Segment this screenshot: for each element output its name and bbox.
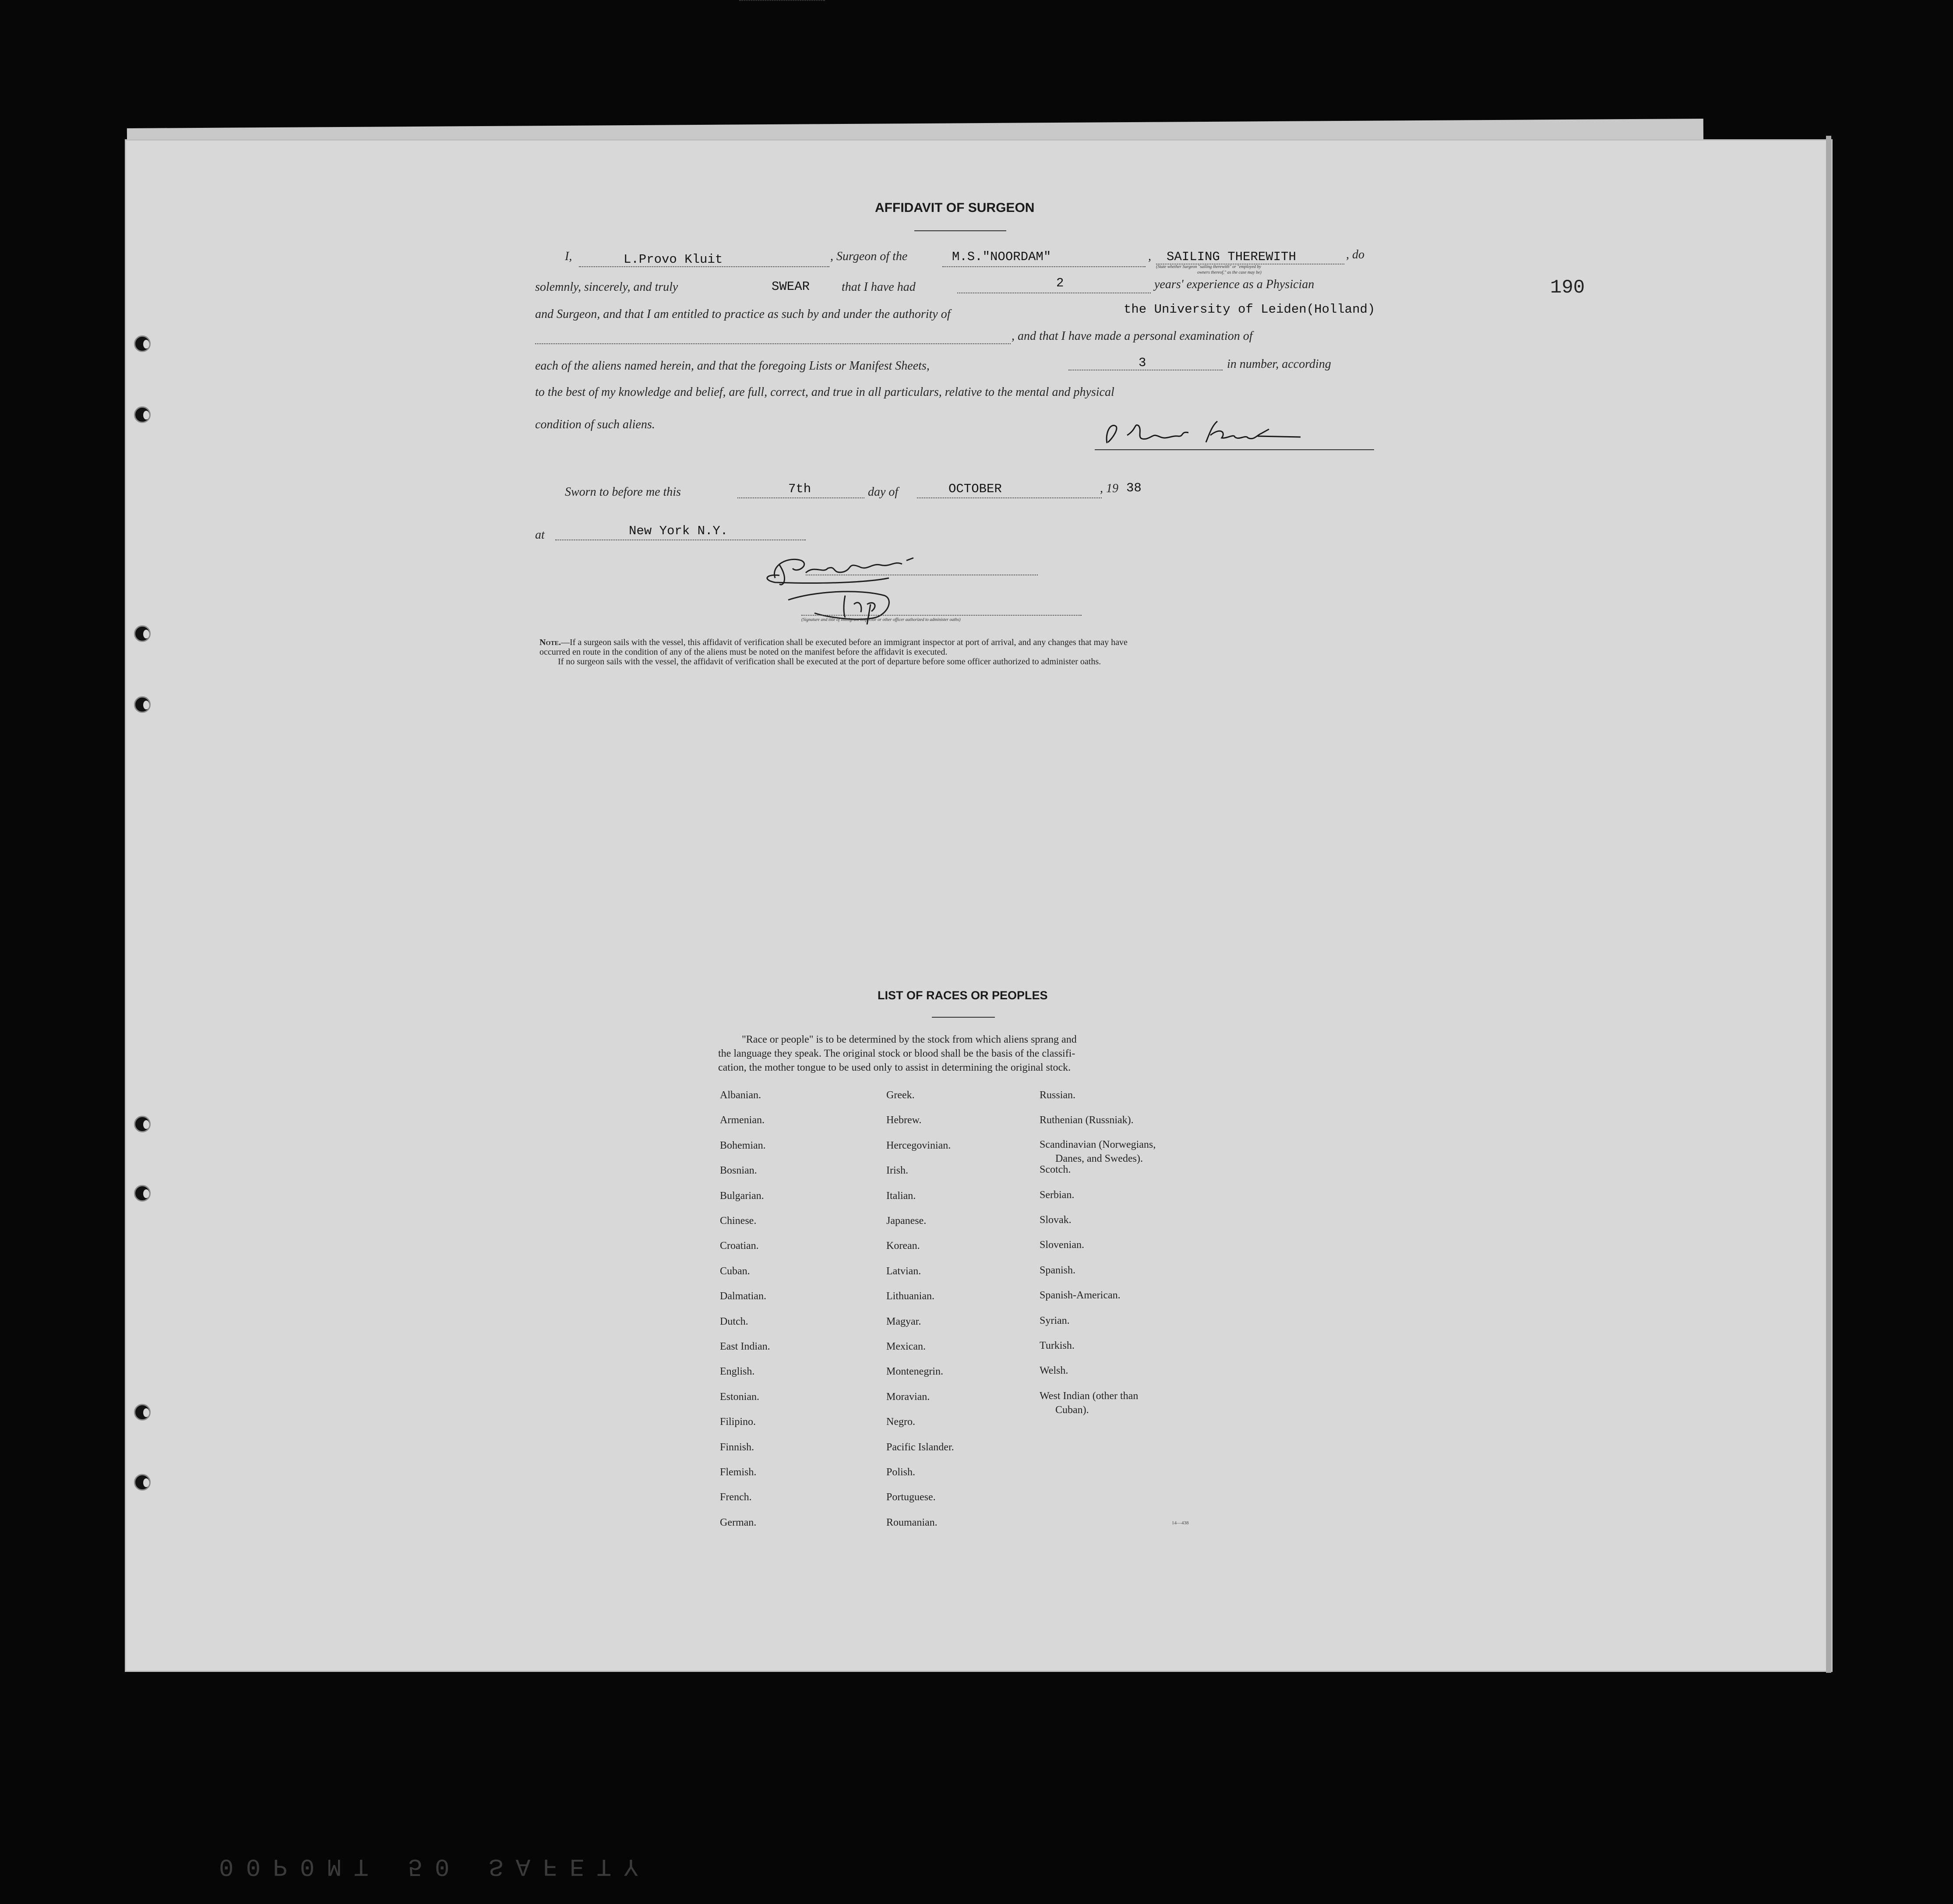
affidavit-note: [539, 638, 1128, 666]
authority-name: the University of Leiden(Holland): [1124, 302, 1375, 317]
intro-line-3: cation, the mother tongue to be used only to assist in determining the original stock.: [718, 1062, 1071, 1073]
race-item: Hercegovinian.: [886, 1140, 951, 1151]
race-item: French.: [720, 1491, 752, 1503]
race-item: Cuban.: [720, 1266, 750, 1277]
race-item: Polish.: [886, 1467, 916, 1478]
place-line: [555, 539, 806, 540]
month-line: [917, 497, 1102, 498]
race-item: Slovenian.: [1040, 1239, 1084, 1251]
experience-text: years' experience as a Physician: [1154, 278, 1315, 291]
affidavit-i: I,: [565, 250, 572, 263]
line1-comma: ,: [1148, 250, 1151, 263]
note-label: Note.: [539, 638, 561, 647]
binder-hole-1: [134, 335, 151, 352]
race-item: Ruthenian (Russniak).: [1040, 1114, 1134, 1126]
race-item: Irish.: [886, 1165, 908, 1176]
day-of-text: day of: [868, 485, 899, 499]
year-suffix: 38: [1126, 481, 1142, 495]
surgeon-of-label: , Surgeon of the: [830, 250, 908, 263]
note-line-3: If no surgeon sails with the vessel, the affidavit of verification shall be executed at the port of departure before some officer authorized to administer oaths.: [558, 657, 1101, 666]
race-item: Serbian.: [1040, 1189, 1075, 1201]
condition-text: condition of such aliens.: [535, 418, 655, 431]
at-label: at: [535, 528, 545, 542]
race-item: Turkish.: [1040, 1340, 1075, 1351]
race-item: Filipino.: [720, 1416, 756, 1428]
intro-line-2: the language they speak. The original stock or blood shall be the basis of the classifi-: [718, 1048, 1075, 1059]
race-item: Danes, and Swedes).: [1055, 1153, 1143, 1164]
race-item: Dutch.: [720, 1316, 748, 1327]
races-title-rule: [932, 1017, 995, 1018]
race-item: Spanish-American.: [1040, 1290, 1121, 1301]
authority-continuation-line: [535, 343, 1011, 344]
binder-hole-2: [134, 406, 151, 423]
document-page: [125, 139, 1833, 1672]
race-item: Latvian.: [886, 1266, 921, 1277]
in-number-text: in number, according: [1227, 357, 1331, 371]
race-item: Japanese.: [886, 1215, 927, 1227]
race-item: Syrian.: [1040, 1315, 1070, 1326]
sheet-count: 3: [1139, 356, 1146, 370]
race-item: Pacific Islander.: [886, 1442, 954, 1453]
sworn-text: Sworn to before me this: [565, 485, 681, 499]
that-i-have-had: that I have had: [842, 280, 916, 294]
examination-text: , and that I have made a personal examination of: [1012, 329, 1253, 343]
surgeon-signature-line: [1095, 449, 1374, 450]
sailing-hint-2: owners thereof," as the case may be): [1197, 270, 1262, 275]
binder-hole-6: [134, 1185, 151, 1202]
film-edge-print: 00P0MT 50 SAFETY: [219, 1852, 651, 1880]
binder-hole-5: [134, 1116, 151, 1132]
affidavit-title-rule: [914, 230, 1006, 231]
manifest-text: each of the aliens named herein, and that the foregoing Lists or Manifest Sheets,: [535, 359, 930, 373]
inspector-title-line: [801, 615, 1082, 616]
intro-line-1: "Race or people" is to be determined by the stock from which aliens sprang and: [742, 1034, 1077, 1045]
sworn-day: 7th: [788, 482, 811, 496]
races-title: LIST OF RACES OR PEOPLES: [878, 989, 1048, 1002]
surgeon-signature: [1095, 416, 1375, 451]
inspector-caption: (Signature and title of immigrant inspector or other officer authorized to administer oaths): [801, 617, 961, 622]
race-item: East Indian.: [720, 1341, 770, 1352]
do-label: , do: [1346, 248, 1364, 261]
race-item: Russian.: [1040, 1090, 1076, 1101]
form-code: 14—438: [1172, 1520, 1189, 1526]
film-bottom-margin: [0, 1760, 1953, 1904]
race-item: Lithuanian.: [886, 1290, 934, 1302]
inspector-signature: [762, 547, 1007, 626]
race-item: Bohemian.: [720, 1140, 766, 1151]
race-item: Bulgarian.: [720, 1190, 764, 1202]
vessel-name: M.S."NOORDAM": [952, 250, 1051, 264]
knowledge-text: to the best of my knowledge and belief, are full, correct, and true in all particulars, relative to the mental and physical: [535, 385, 1114, 399]
races-intro: [718, 1033, 1077, 1075]
race-item: Korean.: [886, 1240, 920, 1252]
authority-text: and Surgeon, and that I am entitled to practice as such by and under the authority of: [535, 307, 951, 321]
surgeon-name: L.Provo Kluit: [624, 252, 723, 267]
page-number: 190: [1550, 277, 1585, 299]
binder-hole-3: [134, 625, 151, 642]
day-line: [737, 497, 864, 498]
race-item: Italian.: [886, 1190, 916, 1202]
binder-hole-7: [134, 1404, 151, 1421]
sworn-month: OCTOBER: [948, 482, 1002, 496]
oath-word: SWEAR: [772, 279, 810, 294]
race-item: Armenian.: [720, 1114, 765, 1126]
note-line-1: —If a surgeon sails with the vessel, this affidavit of verification shall be executed before an immigrant inspector at port of arrival, and any changes that may have: [561, 638, 1128, 647]
affidavit-title: AFFIDAVIT OF SURGEON: [875, 201, 1035, 215]
sworn-place: New York N.Y.: [629, 524, 728, 538]
race-item: Estonian.: [720, 1391, 759, 1403]
race-item: Greek.: [886, 1090, 915, 1101]
vessel-line: [942, 266, 1146, 267]
sailing-status: SAILING THEREWITH: [1167, 250, 1296, 264]
race-item: Portuguese.: [886, 1491, 936, 1503]
race-item: Spanish.: [1040, 1265, 1076, 1276]
race-item: Roumanian.: [886, 1517, 938, 1528]
solemnly-text: solemnly, sincerely, and truly: [535, 280, 678, 294]
note-line-2: occurred en route in the condition of any of the aliens must be noted on the manifest before the affidavit is executed.: [539, 647, 948, 657]
race-item: Montenegrin.: [886, 1366, 943, 1377]
years-experience: 2: [1056, 276, 1064, 290]
race-item: Albanian.: [720, 1090, 761, 1101]
race-item: Chinese.: [720, 1215, 757, 1227]
race-item: Slovak.: [1040, 1214, 1072, 1226]
race-item: Mexican.: [886, 1341, 926, 1352]
year-prefix: , 19: [1100, 482, 1118, 495]
race-item: Scotch.: [1040, 1164, 1071, 1175]
race-item: Finnish.: [720, 1442, 754, 1453]
oath-line: [739, 0, 825, 1]
race-item: Bosnian.: [720, 1165, 757, 1176]
page-edge: [1826, 136, 1831, 1673]
race-item: English.: [720, 1366, 755, 1377]
race-item: Negro.: [886, 1416, 915, 1428]
race-item: German.: [720, 1517, 757, 1528]
race-item: Moravian.: [886, 1391, 930, 1403]
sailing-hint-1: (State whether Surgeon "sailing therewith" or "employed by: [1156, 264, 1261, 269]
race-item: West Indian (other than: [1040, 1390, 1139, 1402]
race-item: Croatian.: [720, 1240, 759, 1252]
race-item: Magyar.: [886, 1316, 921, 1327]
binder-hole-8: [134, 1474, 151, 1491]
race-item: Cuban).: [1055, 1404, 1089, 1416]
race-item: Flemish.: [720, 1467, 757, 1478]
race-item: Hebrew.: [886, 1114, 922, 1126]
race-item: Welsh.: [1040, 1365, 1068, 1376]
race-item: Scandinavian (Norwegians,: [1040, 1139, 1156, 1150]
binder-hole-4: [134, 696, 151, 713]
race-item: Dalmatian.: [720, 1290, 766, 1302]
